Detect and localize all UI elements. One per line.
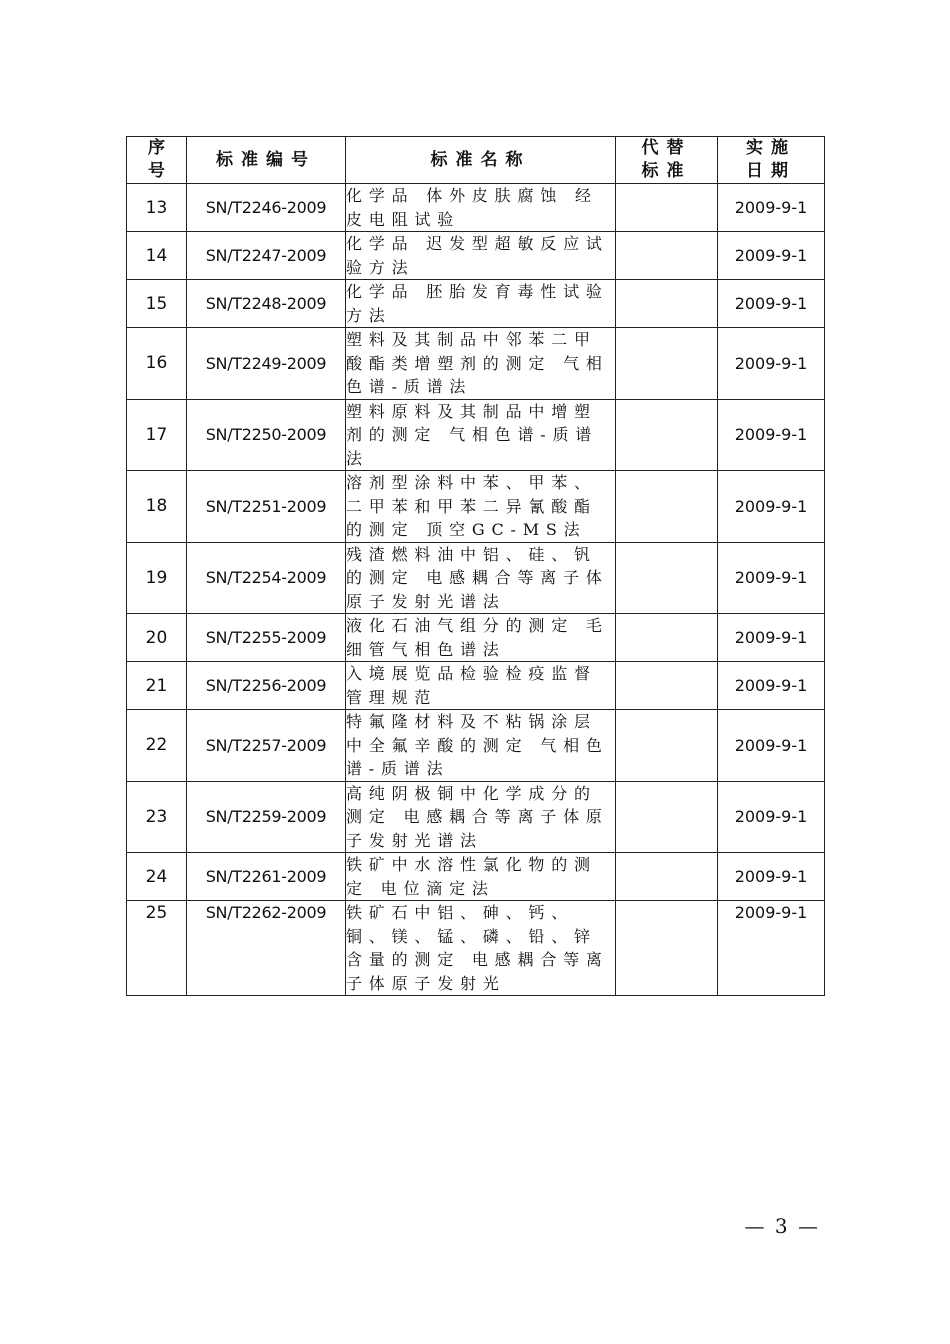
replaced-standard [616, 853, 718, 901]
table-row [127, 471, 825, 543]
table-row [127, 399, 825, 471]
replaced-standard [616, 328, 718, 400]
standard-name: 化学品 迟发型超敏反应试验方法 [346, 232, 616, 280]
row-number: 22 [127, 710, 187, 782]
row-number: 16 [127, 328, 187, 400]
header-replaces: 代替 标准 [616, 137, 718, 184]
standard-name: 液化石油气组分的测定 毛细管气相色谱法 [346, 614, 616, 662]
row-number: 18 [127, 471, 187, 543]
table-row [127, 901, 825, 996]
standard-name: 化学品 体外皮肤腐蚀 经皮电阻试验 [346, 184, 616, 232]
replaced-standard [616, 901, 718, 996]
table-row [127, 853, 825, 901]
effective-date: 2009-9-1 [718, 184, 825, 232]
standard-name: 高纯阴极铜中化学成分的测定 电感耦合等离子体原子发射光谱法 [346, 781, 616, 853]
standard-code: SN/T2259-2009 [187, 781, 346, 853]
table-row [127, 542, 825, 614]
effective-date: 2009-9-1 [718, 280, 825, 328]
standard-code: SN/T2256-2009 [187, 662, 346, 710]
standard-name: 铁矿石中铝、砷、钙、铜、镁、锰、磷、铅、锌含量的测定 电感耦合等离子体原子发射光 [346, 901, 616, 996]
effective-date: 2009-9-1 [718, 232, 825, 280]
effective-date: 2009-9-1 [718, 781, 825, 853]
page-number: — 3 — [744, 1214, 820, 1238]
row-number: 14 [127, 232, 187, 280]
standard-code: SN/T2247-2009 [187, 232, 346, 280]
standard-code: SN/T2255-2009 [187, 614, 346, 662]
table-row [127, 280, 825, 328]
standard-name: 残渣燃料油中铝、硅、钒的测定 电感耦合等离子体原子发射光谱法 [346, 542, 616, 614]
row-number: 20 [127, 614, 187, 662]
table-row [127, 781, 825, 853]
standard-code: SN/T2261-2009 [187, 853, 346, 901]
effective-date: 2009-9-1 [718, 614, 825, 662]
replaced-standard [616, 184, 718, 232]
row-number: 17 [127, 399, 187, 471]
row-number: 24 [127, 853, 187, 901]
replaced-standard [616, 232, 718, 280]
table-row [127, 614, 825, 662]
table-header-row [127, 137, 825, 184]
effective-date: 2009-9-1 [718, 328, 825, 400]
replaced-standard [616, 399, 718, 471]
row-number: 23 [127, 781, 187, 853]
table-row [127, 710, 825, 782]
effective-date: 2009-9-1 [718, 662, 825, 710]
standard-code: SN/T2257-2009 [187, 710, 346, 782]
header-no: 序 号 [127, 137, 187, 184]
standard-name: 入境展览品检验检疫监督管理规范 [346, 662, 616, 710]
row-number: 15 [127, 280, 187, 328]
replaced-standard [616, 710, 718, 782]
table-row [127, 328, 825, 400]
standard-code: SN/T2246-2009 [187, 184, 346, 232]
replaced-standard [616, 614, 718, 662]
replaced-standard [616, 542, 718, 614]
effective-date: 2009-9-1 [718, 542, 825, 614]
standard-code: SN/T2254-2009 [187, 542, 346, 614]
standard-name: 溶剂型涂料中苯、甲苯、二甲苯和甲苯二异氰酸酯的测定 顶空GC-MS法 [346, 471, 616, 543]
row-number: 19 [127, 542, 187, 614]
replaced-standard [616, 280, 718, 328]
header-code: 标准编号 [187, 137, 346, 184]
header-date: 实施 日期 [718, 137, 825, 184]
replaced-standard [616, 781, 718, 853]
standard-name: 特氟隆材料及不粘锅涂层中全氟辛酸的测定 气相色谱-质谱法 [346, 710, 616, 782]
standard-code: SN/T2251-2009 [187, 471, 346, 543]
header-name: 标准名称 [346, 137, 616, 184]
effective-date: 2009-9-1 [718, 399, 825, 471]
standard-name: 铁矿中水溶性氯化物的测定 电位滴定法 [346, 853, 616, 901]
standard-name: 塑料原料及其制品中增塑剂的测定 气相色谱-质谱法 [346, 399, 616, 471]
standards-table [126, 136, 825, 996]
standard-name: 化学品 胚胎发育毒性试验方法 [346, 280, 616, 328]
effective-date: 2009-9-1 [718, 901, 825, 996]
standard-code: SN/T2248-2009 [187, 280, 346, 328]
table-row [127, 662, 825, 710]
replaced-standard [616, 471, 718, 543]
row-number: 13 [127, 184, 187, 232]
standard-code: SN/T2249-2009 [187, 328, 346, 400]
standard-code: SN/T2250-2009 [187, 399, 346, 471]
row-number: 21 [127, 662, 187, 710]
row-number: 25 [127, 901, 187, 996]
table-row [127, 232, 825, 280]
standard-code: SN/T2262-2009 [187, 901, 346, 996]
standard-name: 塑料及其制品中邻苯二甲酸酯类增塑剂的测定 气相色谱-质谱法 [346, 328, 616, 400]
effective-date: 2009-9-1 [718, 853, 825, 901]
replaced-standard [616, 662, 718, 710]
table-row [127, 184, 825, 232]
effective-date: 2009-9-1 [718, 471, 825, 543]
effective-date: 2009-9-1 [718, 710, 825, 782]
